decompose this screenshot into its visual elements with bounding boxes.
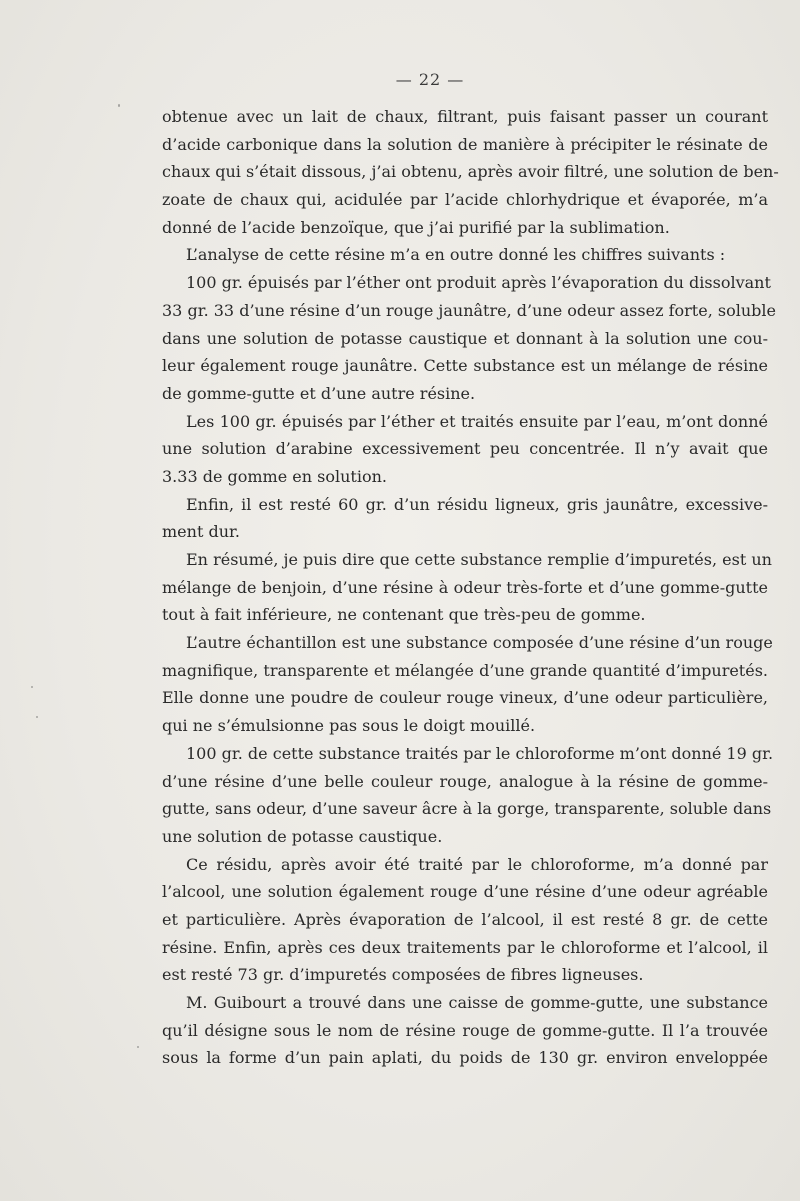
text-line: est resté 73 gr. d’impuretés composées de fibres ligneuses.	[162, 965, 644, 985]
text-line: une solution de potasse caustique.	[162, 826, 443, 846]
page-number: — 22 —	[395, 70, 465, 89]
text-line: En résumé, je puis dire que cette substance remplie d’impuretés, est un	[186, 550, 772, 569]
text-line: leur également rouge jaunâtre. Cette substance est un mélange de résine	[162, 356, 768, 376]
text-line: chaux qui s’était dissous, j’ai obtenu, après avoir filtré, une solution de ben-	[162, 162, 779, 182]
text-line: donné de l’acide benzoïque, que j’ai purifié par la sublimation.	[162, 217, 670, 237]
text-line: dans une solution de potasse caustique et donnant à la solution une cou-	[162, 328, 768, 348]
text-line: 100 gr. de cette substance traités par le chloroforme m’ont donné 19 gr.	[186, 743, 774, 763]
text-line: l’alcool, une solution également rouge d’une résine d’une odeur agréable	[162, 882, 768, 902]
text-line: magnifique, transparente et mélangée d’une grande quantité d’impuretés.	[162, 660, 768, 680]
scan-speck	[31, 686, 33, 688]
text-line: gutte, sans odeur, d’une saveur âcre à la gorge, transparente, soluble dans	[162, 799, 772, 819]
scan-speck	[36, 716, 38, 718]
text-line: 100 gr. épuisés par l’éther ont produit après l’évaporation du dissolvant	[186, 273, 771, 293]
text-line: 33 gr. 33 d’une résine d’un rouge jaunâtre, d’une odeur assez forte, soluble	[162, 300, 776, 320]
scan-speck	[137, 1046, 139, 1048]
text-line: qui ne s’émulsionne pas sous le doigt mouillé.	[162, 716, 536, 736]
text-line: une solution d’arabine excessivement peu concentrée. Il n’y avait que	[162, 439, 768, 459]
text-line: Les 100 gr. épuisés par l’éther et traités ensuite par l’eau, m’ont donné	[186, 411, 768, 431]
text-line: tout à fait inférieure, ne contenant que très-peu de gomme.	[162, 605, 646, 625]
text-line: et particulière. Après évaporation de l’alcool, il est resté 8 gr. de cette	[162, 909, 768, 929]
text-line: résine. Enfin, après ces deux traitements par le chloroforme et l’alcool, il	[162, 937, 768, 957]
text-line: sous la forme d’un pain aplati, du poids de 130 gr. environ enveloppée	[162, 1048, 768, 1068]
text-line: 3.33 de gomme en solution.	[162, 466, 387, 486]
scan-speck	[118, 104, 120, 107]
text-line: qu’il désigne sous le nom de résine rouge de gomme-gutte. Il l’a trouvée	[162, 1020, 768, 1040]
text-line: obtenue avec un lait de chaux, filtrant, puis faisant passer un courant	[162, 107, 768, 126]
text-line: L’analyse de cette résine m’a en outre donné les chiffres suivants :	[186, 245, 726, 265]
text-line: L’autre échantillon est une substance composée d’une résine d’un rouge	[186, 633, 773, 653]
text-line: Enfin, il est resté 60 gr. d’un résidu ligneux, gris jaunâtre, excessive-	[186, 494, 768, 514]
text-line: Elle donne une poudre de couleur rouge vineux, d’une odeur particulière,	[162, 688, 768, 708]
text-line: mélange de benjoin, d’une résine à odeur très-forte et d’une gomme-gutte	[162, 577, 768, 597]
text-line: d’une résine d’une belle couleur rouge, analogue à la résine de gomme-	[162, 771, 768, 791]
text-line: d’acide carbonique dans la solution de manière à précipiter le résinate de	[162, 134, 768, 154]
body-text	[162, 103, 779, 1072]
text-line: ment dur.	[162, 522, 240, 542]
text-line: Ce résidu, après avoir été traité par le chloroforme, m’a donné par	[186, 854, 768, 874]
text-line: M. Guibourt a trouvé dans une caisse de gomme-gutte, une substance	[186, 993, 768, 1012]
text-line: de gomme-gutte et d’une autre résine.	[162, 383, 476, 403]
text-line: zoate de chaux qui, acidulée par l’acide chlorhydrique et évaporée, m’a	[162, 190, 768, 210]
